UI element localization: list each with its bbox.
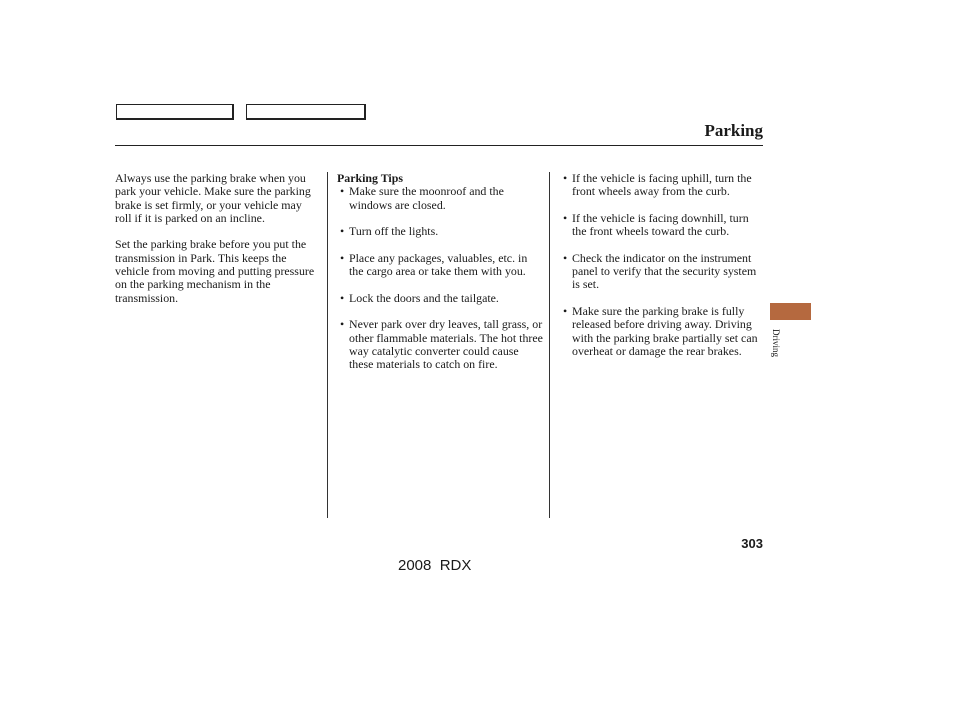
section-tab-label: Driving [771, 329, 781, 357]
list-item: • Make sure the moonroof and the windows are closed. [337, 185, 543, 212]
list-item: • Never park over dry leaves, tall grass, or other flammable materials. The hot three way catalytic converter could cause these materials to catch on fire. [337, 318, 543, 371]
page-number: 303 [741, 536, 763, 551]
list-item: • If the vehicle is facing downhill, turn the front wheels toward the curb. [560, 212, 762, 239]
more-tips-list [560, 172, 762, 358]
list-item: • Check the indicator on the instrument panel to verify that the security system is set. [560, 252, 762, 292]
column-parking-tips [337, 172, 543, 385]
list-item: • Lock the doors and the tailgate. [337, 292, 543, 305]
parking-tips-heading: Parking Tips [337, 171, 403, 185]
section-tab-marker[interactable] [770, 303, 811, 320]
nav-button-previous[interactable] [116, 104, 234, 120]
section-title: Parking [704, 121, 763, 140]
parking-tips-list [337, 185, 543, 371]
column-divider [549, 172, 550, 518]
column-more-tips [560, 172, 762, 371]
column-intro [115, 172, 321, 318]
list-item: • Place any packages, valuables, etc. in the cargo area or take them with you. [337, 252, 543, 279]
intro-paragraph: Always use the parking brake when you park your vehicle. Make sure the parking brake is set firmly, or your vehicle may roll if it is parked on an incline. [115, 171, 311, 225]
column-divider [327, 172, 328, 518]
title-rule [115, 145, 763, 146]
intro-paragraph: Set the parking brake before you put the transmission in Park. This keeps the vehicle from moving and putting pressure on the parking mechanism in the transmission. [115, 237, 315, 305]
nav-button-next[interactable] [246, 104, 366, 120]
list-item: • If the vehicle is facing uphill, turn the front wheels away from the curb. [560, 172, 762, 199]
model-label: 2008 RDX [398, 557, 472, 574]
list-item: • Turn off the lights. [337, 225, 543, 238]
list-item: • Make sure the parking brake is fully released before driving away. Driving with the parking brake partially set can overheat or damage the rear brakes. [560, 305, 762, 358]
